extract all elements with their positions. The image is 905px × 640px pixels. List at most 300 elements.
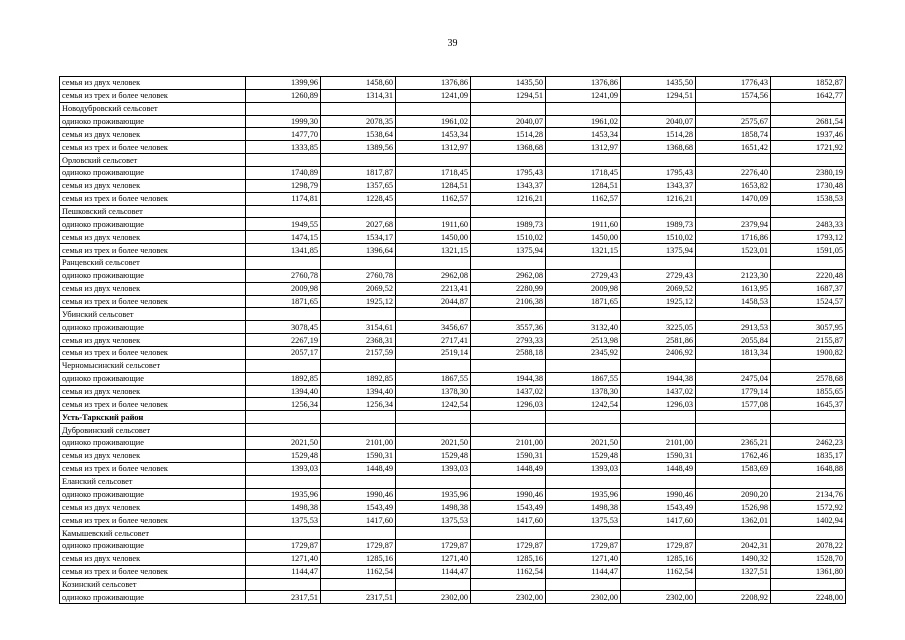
value-cell: 1296,03 [621, 398, 696, 411]
value-cell: 1271,40 [546, 552, 621, 565]
value-cell: 1241,09 [546, 89, 621, 102]
value-cell: 2913,53 [696, 321, 771, 334]
value-cell: 1393,03 [546, 462, 621, 475]
value-cell [246, 411, 321, 424]
value-cell: 1294,51 [621, 89, 696, 102]
value-cell: 1256,34 [246, 398, 321, 411]
value-cell: 1613,95 [696, 282, 771, 295]
value-cell [771, 257, 846, 270]
value-cell [696, 411, 771, 424]
value-cell: 1510,02 [471, 231, 546, 244]
value-cell: 1729,87 [246, 539, 321, 552]
value-cell: 1296,03 [471, 398, 546, 411]
value-cell [246, 154, 321, 167]
value-cell [321, 359, 396, 372]
value-cell [471, 578, 546, 591]
value-cell: 1729,87 [321, 539, 396, 552]
value-cell: 1729,87 [471, 539, 546, 552]
value-cell [771, 102, 846, 115]
value-cell: 2042,31 [696, 539, 771, 552]
table-row [60, 565, 846, 578]
value-cell: 2729,43 [546, 269, 621, 282]
value-cell: 1498,38 [396, 501, 471, 514]
value-cell: 2078,35 [321, 115, 396, 128]
row-label: семья из трех и более человек [60, 89, 246, 102]
table-row [60, 398, 846, 411]
value-cell: 2302,00 [546, 591, 621, 604]
value-cell [321, 411, 396, 424]
value-cell: 1144,47 [396, 565, 471, 578]
row-label: семья из трех и более человек [60, 514, 246, 527]
value-cell: 1376,86 [546, 77, 621, 90]
value-cell: 2962,08 [471, 269, 546, 282]
value-cell: 1590,31 [321, 449, 396, 462]
value-cell: 1458,60 [321, 77, 396, 90]
value-cell: 3557,36 [471, 321, 546, 334]
value-cell [246, 102, 321, 115]
value-cell [696, 424, 771, 437]
value-cell [321, 308, 396, 321]
value-cell: 1321,15 [546, 244, 621, 257]
value-cell: 2123,30 [696, 269, 771, 282]
value-cell [396, 359, 471, 372]
value-cell: 1448,49 [321, 462, 396, 475]
value-cell: 1730,48 [771, 179, 846, 192]
value-cell: 1162,54 [471, 565, 546, 578]
value-cell [546, 527, 621, 540]
row-label: семья из двух человек [60, 501, 246, 514]
value-cell: 1529,48 [246, 449, 321, 462]
row-label: одиноко проживающие [60, 218, 246, 231]
value-cell: 1867,55 [546, 372, 621, 385]
group-header-row [60, 424, 846, 437]
table-row [60, 295, 846, 308]
value-cell: 1393,03 [396, 462, 471, 475]
value-cell: 2462,23 [771, 437, 846, 450]
value-cell: 1653,82 [696, 179, 771, 192]
value-cell: 1651,42 [696, 141, 771, 154]
value-cell: 1437,02 [621, 385, 696, 398]
value-cell: 1399,96 [246, 77, 321, 90]
value-cell: 2717,41 [396, 334, 471, 347]
value-cell: 1524,57 [771, 295, 846, 308]
value-cell: 1961,02 [396, 115, 471, 128]
value-cell: 1402,94 [771, 514, 846, 527]
value-cell: 2588,18 [471, 347, 546, 360]
value-cell: 1990,46 [321, 488, 396, 501]
value-cell [471, 411, 546, 424]
value-cell: 1813,34 [696, 347, 771, 360]
value-cell [696, 359, 771, 372]
value-cell: 2317,51 [246, 591, 321, 604]
row-label: семья из двух человек [60, 179, 246, 192]
table-row [60, 488, 846, 501]
value-cell: 2134,76 [771, 488, 846, 501]
value-cell: 1368,68 [621, 141, 696, 154]
value-cell [471, 154, 546, 167]
value-cell: 2760,78 [321, 269, 396, 282]
value-cell: 2021,50 [246, 437, 321, 450]
value-cell: 1925,12 [621, 295, 696, 308]
value-cell: 1590,31 [621, 449, 696, 462]
group-header-row [60, 578, 846, 591]
value-cell: 1228,45 [321, 192, 396, 205]
value-cell [621, 527, 696, 540]
table-row [60, 282, 846, 295]
value-cell: 2380,19 [771, 167, 846, 180]
value-cell: 2519,14 [396, 347, 471, 360]
value-cell: 1835,17 [771, 449, 846, 462]
row-label: одиноко проживающие [60, 167, 246, 180]
value-cell: 1498,38 [246, 501, 321, 514]
value-cell: 1375,53 [396, 514, 471, 527]
value-cell: 2044,87 [396, 295, 471, 308]
value-cell: 1375,94 [621, 244, 696, 257]
district-header-row [60, 411, 846, 424]
value-cell [546, 475, 621, 488]
value-cell: 2213,41 [396, 282, 471, 295]
value-cell: 1543,49 [321, 501, 396, 514]
value-cell: 1312,97 [396, 141, 471, 154]
value-cell: 1394,40 [321, 385, 396, 398]
value-cell: 1989,73 [621, 218, 696, 231]
row-label: семья из двух человек [60, 231, 246, 244]
value-cell: 1645,37 [771, 398, 846, 411]
value-cell [696, 475, 771, 488]
value-cell [771, 578, 846, 591]
row-label: семья из двух человек [60, 77, 246, 90]
value-cell [771, 359, 846, 372]
table-row [60, 218, 846, 231]
value-cell: 1375,94 [471, 244, 546, 257]
value-cell [621, 205, 696, 218]
row-label: одиноко проживающие [60, 539, 246, 552]
value-cell: 1900,82 [771, 347, 846, 360]
value-cell: 1256,34 [321, 398, 396, 411]
value-cell: 1378,30 [546, 385, 621, 398]
value-cell [546, 424, 621, 437]
value-cell: 1729,87 [546, 539, 621, 552]
value-cell [396, 424, 471, 437]
value-cell: 1944,38 [621, 372, 696, 385]
value-cell: 1591,05 [771, 244, 846, 257]
row-label: семья из трех и более человек [60, 347, 246, 360]
value-cell: 1935,96 [246, 488, 321, 501]
value-cell: 1944,38 [471, 372, 546, 385]
value-cell [546, 102, 621, 115]
value-cell: 2057,17 [246, 347, 321, 360]
table-row [60, 552, 846, 565]
table-row [60, 591, 846, 604]
value-cell [771, 308, 846, 321]
row-label: семья из трех и более человек [60, 141, 246, 154]
value-cell: 1470,09 [696, 192, 771, 205]
value-cell: 1376,86 [396, 77, 471, 90]
value-cell: 2021,50 [546, 437, 621, 450]
value-cell [246, 527, 321, 540]
value-cell: 2106,38 [471, 295, 546, 308]
value-cell: 1378,30 [396, 385, 471, 398]
value-cell: 1577,08 [696, 398, 771, 411]
row-label: семья из трех и более человек [60, 295, 246, 308]
value-cell: 1716,86 [696, 231, 771, 244]
value-cell: 1448,49 [621, 462, 696, 475]
group-header-row [60, 359, 846, 372]
value-cell [546, 578, 621, 591]
value-cell: 1529,48 [546, 449, 621, 462]
row-label: одиноко проживающие [60, 269, 246, 282]
value-cell: 2793,33 [471, 334, 546, 347]
value-cell: 1271,40 [396, 552, 471, 565]
value-cell: 1514,28 [621, 128, 696, 141]
value-cell: 3078,45 [246, 321, 321, 334]
value-cell: 1362,01 [696, 514, 771, 527]
row-label: семья из двух человек [60, 552, 246, 565]
table-row [60, 77, 846, 90]
value-cell: 1333,85 [246, 141, 321, 154]
value-cell: 2155,87 [771, 334, 846, 347]
value-cell: 1529,48 [396, 449, 471, 462]
value-cell [321, 424, 396, 437]
row-label: семья из двух человек [60, 449, 246, 462]
value-cell: 1393,03 [246, 462, 321, 475]
table-row [60, 128, 846, 141]
value-cell [321, 527, 396, 540]
value-cell: 1242,54 [396, 398, 471, 411]
value-cell [621, 475, 696, 488]
value-cell [321, 102, 396, 115]
value-cell [396, 308, 471, 321]
value-cell: 1648,88 [771, 462, 846, 475]
value-cell: 3057,95 [771, 321, 846, 334]
value-cell: 2009,98 [546, 282, 621, 295]
value-cell: 1174,81 [246, 192, 321, 205]
value-cell: 2760,78 [246, 269, 321, 282]
value-cell [696, 527, 771, 540]
value-cell: 1718,45 [546, 167, 621, 180]
value-cell: 1762,46 [696, 449, 771, 462]
table-row [60, 539, 846, 552]
value-cell [471, 257, 546, 270]
value-cell: 2220,48 [771, 269, 846, 282]
value-cell: 1162,54 [621, 565, 696, 578]
row-label: семья из трех и более человек [60, 565, 246, 578]
value-cell: 2379,94 [696, 218, 771, 231]
value-cell [471, 527, 546, 540]
value-cell [771, 411, 846, 424]
value-cell: 1216,21 [471, 192, 546, 205]
value-cell: 1989,73 [471, 218, 546, 231]
value-cell: 2302,00 [396, 591, 471, 604]
value-cell: 2069,52 [621, 282, 696, 295]
value-cell: 2101,00 [621, 437, 696, 450]
value-cell: 1357,65 [321, 179, 396, 192]
value-cell [246, 578, 321, 591]
section-label: Убинский сельсовет [60, 308, 246, 321]
section-label: Еланский сельсовет [60, 475, 246, 488]
value-cell: 1294,51 [471, 89, 546, 102]
value-cell: 1312,97 [546, 141, 621, 154]
value-cell: 1241,09 [396, 89, 471, 102]
value-cell: 1852,87 [771, 77, 846, 90]
value-cell: 2055,84 [696, 334, 771, 347]
value-cell: 1417,60 [321, 514, 396, 527]
group-header-row [60, 308, 846, 321]
row-label: семья из трех и более человек [60, 398, 246, 411]
value-cell: 1477,70 [246, 128, 321, 141]
value-cell: 2345,92 [546, 347, 621, 360]
table-row [60, 514, 846, 527]
table-row [60, 462, 846, 475]
table-row [60, 89, 846, 102]
group-header-row [60, 475, 846, 488]
value-cell: 1935,96 [396, 488, 471, 501]
value-cell: 1417,60 [471, 514, 546, 527]
value-cell: 1572,92 [771, 501, 846, 514]
value-cell: 1911,60 [546, 218, 621, 231]
value-cell: 2302,00 [471, 591, 546, 604]
row-label: одиноко проживающие [60, 372, 246, 385]
value-cell: 1543,49 [471, 501, 546, 514]
value-cell: 1321,15 [396, 244, 471, 257]
row-label: одиноко проживающие [60, 488, 246, 501]
value-cell [696, 154, 771, 167]
value-cell [246, 424, 321, 437]
value-cell [546, 205, 621, 218]
value-cell: 2040,07 [621, 115, 696, 128]
value-cell [246, 308, 321, 321]
value-cell: 1242,54 [546, 398, 621, 411]
value-cell: 1779,14 [696, 385, 771, 398]
value-cell: 2729,43 [621, 269, 696, 282]
value-cell: 1740,89 [246, 167, 321, 180]
value-cell [396, 578, 471, 591]
value-cell: 1892,85 [246, 372, 321, 385]
value-cell: 1718,45 [396, 167, 471, 180]
value-cell [621, 411, 696, 424]
value-cell: 1458,53 [696, 295, 771, 308]
value-cell [396, 527, 471, 540]
group-header-row [60, 102, 846, 115]
value-cell: 1858,74 [696, 128, 771, 141]
value-cell: 2578,68 [771, 372, 846, 385]
value-cell: 1776,43 [696, 77, 771, 90]
value-cell: 1450,00 [396, 231, 471, 244]
value-cell [696, 578, 771, 591]
table-row [60, 269, 846, 282]
value-cell: 2040,07 [471, 115, 546, 128]
value-cell: 1314,31 [321, 89, 396, 102]
table-row [60, 244, 846, 257]
table-row [60, 372, 846, 385]
table-row [60, 437, 846, 450]
value-cell [546, 359, 621, 372]
value-cell: 1871,65 [546, 295, 621, 308]
table-row [60, 115, 846, 128]
value-cell [621, 102, 696, 115]
value-cell [621, 578, 696, 591]
value-cell: 2406,92 [621, 347, 696, 360]
value-cell [396, 411, 471, 424]
value-cell: 2208,92 [696, 591, 771, 604]
row-label: одиноко проживающие [60, 115, 246, 128]
value-cell: 1687,37 [771, 282, 846, 295]
value-cell: 1474,15 [246, 231, 321, 244]
value-cell: 1327,51 [696, 565, 771, 578]
value-cell: 1855,65 [771, 385, 846, 398]
value-cell [771, 527, 846, 540]
value-cell: 2027,68 [321, 218, 396, 231]
row-label: одиноко проживающие [60, 591, 246, 604]
value-cell: 1990,46 [471, 488, 546, 501]
value-cell [771, 424, 846, 437]
section-label: Черномысинский сельсовет [60, 359, 246, 372]
value-cell [696, 205, 771, 218]
group-header-row [60, 205, 846, 218]
value-cell [696, 257, 771, 270]
value-cell: 1795,43 [471, 167, 546, 180]
value-cell: 1162,57 [396, 192, 471, 205]
value-cell: 2575,67 [696, 115, 771, 128]
value-cell: 3456,67 [396, 321, 471, 334]
value-cell [546, 411, 621, 424]
table-row [60, 192, 846, 205]
value-cell [246, 359, 321, 372]
value-cell [321, 154, 396, 167]
value-cell [696, 102, 771, 115]
value-cell [471, 308, 546, 321]
value-cell: 2513,98 [546, 334, 621, 347]
value-cell: 1528,70 [771, 552, 846, 565]
value-cell: 1925,12 [321, 295, 396, 308]
value-cell: 2069,52 [321, 282, 396, 295]
table-row [60, 231, 846, 244]
value-cell: 2280,99 [471, 282, 546, 295]
table-row [60, 321, 846, 334]
value-cell: 1453,34 [396, 128, 471, 141]
value-cell: 1729,87 [396, 539, 471, 552]
value-cell: 1396,64 [321, 244, 396, 257]
value-cell: 1514,28 [471, 128, 546, 141]
value-cell: 1448,49 [471, 462, 546, 475]
table-row [60, 501, 846, 514]
row-label: одиноко проживающие [60, 437, 246, 450]
table-row [60, 385, 846, 398]
value-cell: 2681,54 [771, 115, 846, 128]
value-cell [246, 475, 321, 488]
value-cell: 1949,55 [246, 218, 321, 231]
value-cell: 1911,60 [396, 218, 471, 231]
value-cell: 2475,04 [696, 372, 771, 385]
value-cell: 1795,43 [621, 167, 696, 180]
value-cell: 1817,87 [321, 167, 396, 180]
table-row [60, 449, 846, 462]
value-cell [621, 257, 696, 270]
group-header-row [60, 527, 846, 540]
value-cell: 1343,37 [471, 179, 546, 192]
section-label: Пешковский сельсовет [60, 205, 246, 218]
value-cell [546, 154, 621, 167]
value-cell [321, 205, 396, 218]
value-cell [771, 205, 846, 218]
value-cell: 1867,55 [396, 372, 471, 385]
section-label: Новодубровский сельсовет [60, 102, 246, 115]
value-cell: 1990,46 [621, 488, 696, 501]
value-cell: 1285,16 [621, 552, 696, 565]
value-cell: 1538,64 [321, 128, 396, 141]
value-cell [246, 205, 321, 218]
table-row [60, 141, 846, 154]
